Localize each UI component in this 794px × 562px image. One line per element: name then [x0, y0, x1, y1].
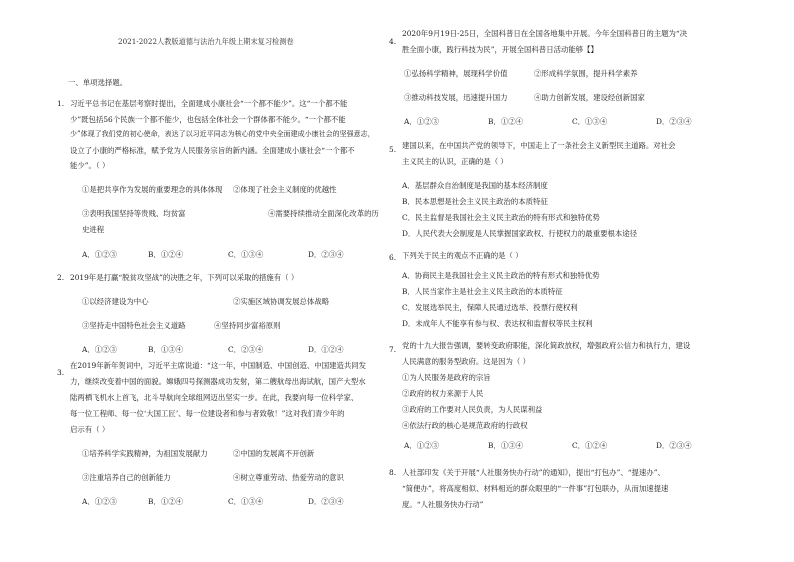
- q3-line: 启示有（ ）: [70, 425, 110, 434]
- q8-line: 人社部印发《关于开展“人社服务快办行动”的通知》，提出“打包办”、“提速办”、: [402, 468, 665, 477]
- q3-statement: ①培养科学实践精神，为祖国发展献力: [82, 449, 208, 458]
- q3-statement: ②中国的发展离不开创新: [233, 449, 315, 458]
- q3-statement: ④树立尊重劳动、热爱劳动的意识: [233, 473, 344, 482]
- option[interactable]: B．①②④: [488, 117, 523, 126]
- q2-statement: ③坚持走中国特色社会主义道路: [82, 321, 186, 330]
- option[interactable]: C．②③④: [228, 345, 264, 354]
- option[interactable]: D．②③④: [308, 250, 344, 259]
- q1-statement: ①是把共享作为发展的重要理念的具体体现: [82, 185, 223, 194]
- option[interactable]: A．①②③: [82, 497, 117, 506]
- q3-line: 每一位工程师、每一位‘大国工匠’、每一位建设者和参与者致敬！”这对我们青少年的: [70, 409, 345, 418]
- question-number: 4.: [389, 37, 397, 46]
- q7-line: 党的十九大报告强调，要转变政府职能，深化简政放权，增强政府公信力和执行力，建设: [402, 341, 691, 350]
- option[interactable]: D．①②④: [308, 345, 344, 354]
- q5-line: 建国以来，在中国共产党的领导下，中国走上了一条社会主义新型民主道路。对社会: [402, 141, 676, 150]
- question-number: 7.: [389, 345, 397, 354]
- q4-options: [404, 117, 692, 127]
- q4-line: 胜全面小康，践行科技为民”，开展全国科普日活动能够【】: [402, 45, 598, 54]
- q6-stem: 下列关于民主的观点不正确的是（ ）: [402, 251, 523, 260]
- q1-line: 习近平总书记在基层考察时提出，全面建成小康社会“一个都不能少”。这“一个都不能: [70, 99, 348, 108]
- question-number: 1.: [57, 99, 65, 108]
- q3-statement: ③注重培养自己的创新能力: [82, 473, 171, 482]
- option[interactable]: A．①②③: [404, 441, 439, 450]
- option[interactable]: C．①②④: [572, 441, 608, 450]
- q3-line: 力，继续改变着中国的面貌。嫦娥四号探测器成功发射，第二艘航母出海试航，国产大型水: [70, 377, 366, 386]
- q7-options: [404, 441, 692, 451]
- q2-statement: ④坚持同步富裕原则: [214, 321, 281, 330]
- question-number: 6.: [389, 253, 397, 262]
- question-number: 8.: [389, 468, 397, 477]
- question-number: 2.: [57, 273, 65, 282]
- option[interactable]: D．未成年人不能享有参与权、表达权和监督权等民主权利: [402, 319, 593, 328]
- page-title: 2021-2022人教版道德与法治九年级上期末复习检测卷: [118, 37, 294, 46]
- q2-statement: ①以经济建设为中心: [82, 297, 149, 306]
- option[interactable]: B．人民当家作主是社会主义民主政治的本质特征: [402, 287, 563, 296]
- option[interactable]: D．②③④: [656, 441, 692, 450]
- q3-options: [82, 497, 344, 507]
- q1-line: 能少”。（ ）: [70, 161, 110, 170]
- q3-line: 陆两栖飞机水上首飞，北斗导航向全球组网迈出坚实一步。在此，我要向每一位科学家、: [70, 393, 359, 402]
- option[interactable]: A．①②③: [404, 117, 439, 126]
- option[interactable]: C．①③④: [572, 117, 608, 126]
- q4-line: 2020年9月19日-25日，全国科普日在全国各地集中开展。今年全国科普日的主题为“决: [402, 29, 688, 38]
- q7-statement: ①为人民服务是政府的宗旨: [402, 373, 491, 382]
- question-number: 5.: [389, 145, 397, 154]
- q1-options: [82, 250, 344, 260]
- option[interactable]: A．基层群众自治制度是我国的基本经济制度: [402, 181, 548, 190]
- option[interactable]: A．协商民主是我国社会主义民主政治的特有形式和独特优势: [402, 271, 600, 280]
- option[interactable]: B．民本思想是社会主义民主政治的本质特征: [402, 197, 548, 206]
- q7-statement: ③政府的工作要对人民负责，为人民谋利益: [402, 405, 543, 414]
- q8-line: 度。“人社服务快办行动”: [402, 500, 484, 509]
- q1-statement: ④需要持续推动全面深化改革的历: [268, 209, 379, 218]
- q4-statement: ④助力创新发展，建设经创新国家: [534, 93, 645, 102]
- q2-stem: 2019年是打赢“脱贫攻坚战”的决胜之年，下列可以采取的措施有（ ）: [70, 273, 299, 282]
- option[interactable]: B．①②④: [148, 497, 183, 506]
- option[interactable]: D．②③④: [308, 497, 344, 506]
- q1-statement: ②体现了社会主义制度的优越性: [233, 185, 337, 194]
- option[interactable]: B．①②④: [148, 250, 183, 259]
- q7-line: 人民满意的服务型政府。这是因为（ ）: [402, 357, 530, 366]
- option[interactable]: A．①②③: [82, 345, 117, 354]
- option[interactable]: C．民主监督是我国社会主义民主政治的特有形式和独特优势: [402, 213, 600, 222]
- q8-line: “简便办”，将高度相似、材料相近的群众眼里的“一件事”打包联办，从而加速提速: [402, 484, 669, 493]
- option[interactable]: D．②③④: [656, 117, 692, 126]
- option[interactable]: B．①③④: [148, 345, 183, 354]
- q1-line: 设立了小康的严格标准，赋予党为人民服务宗旨的新内涵。全面建成小康社会“一个都不: [70, 146, 355, 155]
- section-heading: 一、单项选择题。: [68, 78, 128, 87]
- option[interactable]: C．发展选举民主，保障人民通过选举、投票行使权利: [402, 303, 578, 312]
- option[interactable]: B．①③④: [488, 441, 523, 450]
- q2-options: [82, 345, 344, 355]
- q4-statement: ③推动科技发展，迅速提升国力: [404, 93, 508, 102]
- q7-statement: ④依法行政的核心是规范政府的行政权: [402, 421, 528, 430]
- q4-statement: ②形成科学氛围，提升科学素养: [534, 69, 638, 78]
- q3-line: 在2019年新年贺词中，习近平主席说道：“这一年，中国制造、中国创造、中国建造共同发: [70, 361, 367, 370]
- q2-statement: ②实施区域协调发展总体战略: [233, 297, 330, 306]
- question-number: 3.: [57, 368, 65, 377]
- q1-line: 少”体现了我们党的初心使命，表达了以习近平同志为核心的党中央全面建成小康社会的坚强意志，: [70, 130, 375, 138]
- option[interactable]: A．①②③: [82, 250, 117, 259]
- q1-statement: 史进程: [82, 225, 105, 234]
- q5-line: 主义民主的认识，正确的是（ ）: [402, 157, 508, 166]
- option[interactable]: D．人民代表大会制度是人民掌握国家政权、行使权力的最重要根本途径: [402, 229, 638, 238]
- q1-statement: ③表明我国坚持等贵贱、均贫富: [82, 209, 186, 218]
- q1-line: 少”既包括56个民族一个都不能少，也包括全体社会一个群体都不能少。“一个都不能: [70, 115, 346, 124]
- q7-statement: ②政府的权力来源于人民: [402, 389, 484, 398]
- q4-statement: ①弘扬科学精神，展现科学价值: [404, 69, 508, 78]
- option[interactable]: C．①③④: [228, 250, 264, 259]
- option[interactable]: C．①③④: [228, 497, 264, 506]
